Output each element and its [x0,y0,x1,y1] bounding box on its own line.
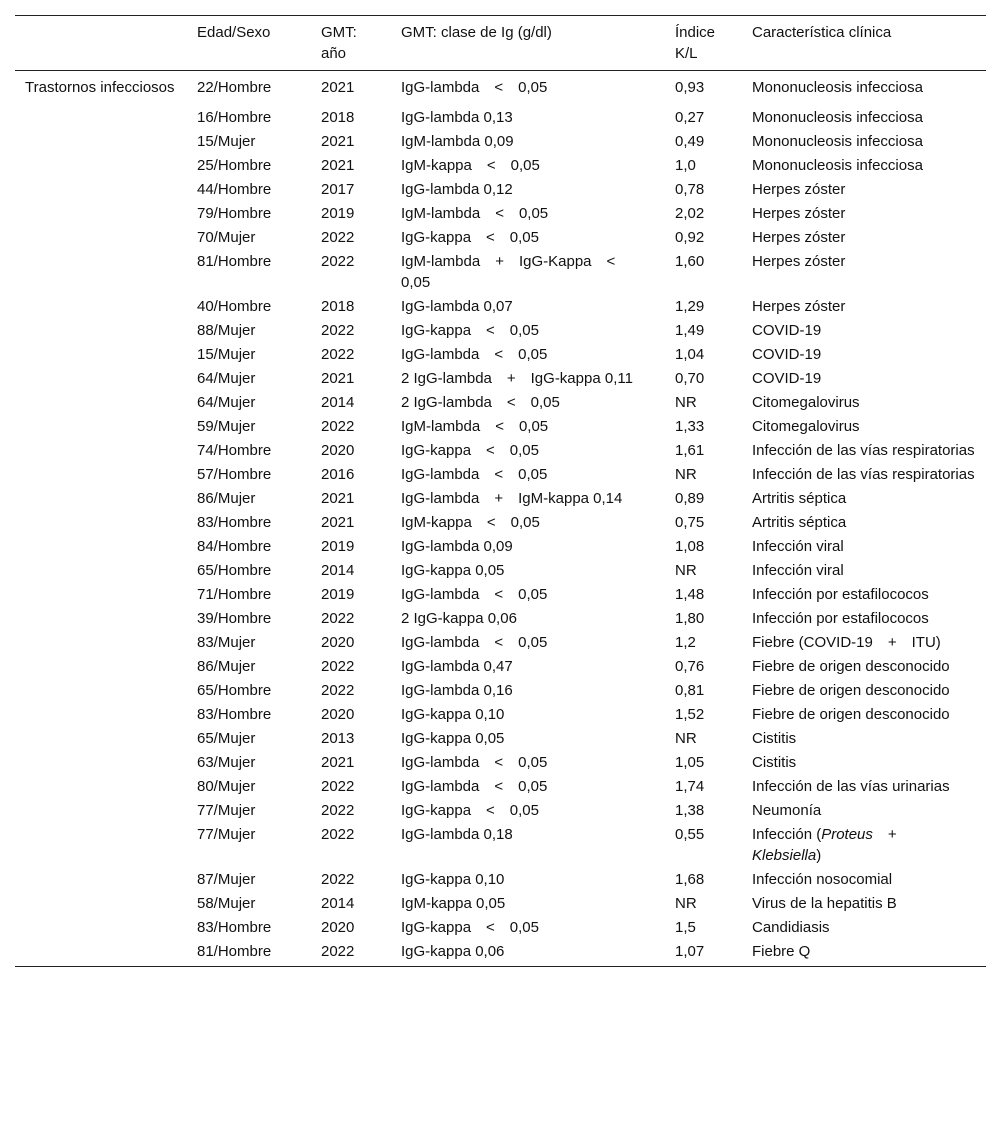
clinical-cell: Artritis séptica [752,514,847,531]
table-row [15,106,986,130]
ig-class-cell: IgG-lambda 0,47 [401,658,513,675]
clinical-text-part: + [872,826,912,843]
ig-class-cell: IgG-lambda < 0,05 [401,79,548,96]
age-sex-cell: 83/Hombre [197,919,272,936]
age-sex-cell: 83/Hombre [197,514,272,531]
year-cell: 2022 [321,871,355,888]
age-sex-cell: 25/Hombre [197,157,272,174]
kl-index-cell: 1,05 [675,754,705,771]
age-sex-cell: 70/Mujer [197,229,256,246]
kl-index-cell: 1,33 [675,418,705,435]
age-sex-cell: 79/Hombre [197,205,272,222]
ig-class-cell: 2 IgG-lambda + IgG-kappa 0,11 [401,370,633,387]
table-row [15,799,986,823]
group-label-cell [15,130,187,154]
table-row [15,130,986,154]
age-sex-cell: 81/Hombre [197,253,272,270]
year-cell: 2021 [321,754,355,771]
group-label-cell [15,655,187,679]
clinical-cell: Mononucleosis infecciosa [752,133,923,150]
clinical-cell: Artritis séptica [752,490,847,507]
group-label-cell [15,892,187,916]
clinical-text-part: ) [816,847,822,864]
kl-index-cell: 0,92 [675,229,705,246]
ig-class-cell: IgG-kappa < 0,05 [401,802,539,819]
table-row [15,202,986,226]
year-cell: 2018 [321,298,355,315]
clinical-cell: COVID-19 [752,322,822,339]
table-row [15,250,986,295]
table-row [15,655,986,679]
group-label-cell: Trastornos infecciosos [25,79,175,96]
kl-index-cell: 0,81 [675,682,705,699]
clinical-cell: Cistitis [752,754,797,771]
kl-index-cell: NR [675,895,697,912]
kl-index-cell: 0,55 [675,826,705,843]
year-cell: 2020 [321,634,355,651]
ig-class-cell: IgM-lambda + IgG-Kappa < 0,05 [401,253,631,291]
table-row [15,607,986,631]
table-row [15,916,986,940]
group-label-cell [15,868,187,892]
kl-index-cell: 1,0 [675,157,696,174]
clinical-cell: Fiebre (COVID-19 + ITU) [752,634,941,651]
kl-index-cell: 0,49 [675,133,705,150]
group-label-cell [15,916,187,940]
header-clinical: Característica clínica [742,16,986,71]
clinical-cell: Neumonía [752,802,822,819]
age-sex-cell: 65/Hombre [197,562,272,579]
clinical-cell: Fiebre de origen desconocido [752,682,950,699]
table-row [15,511,986,535]
clinical-cell: Virus de la hepatitis B [752,895,897,912]
table-row [15,775,986,799]
clinical-cell: COVID-19 [752,370,822,387]
group-label-cell [15,154,187,178]
group-label-cell [15,940,187,967]
clinical-cell: Mononucleosis infecciosa [752,157,923,174]
clinical-text-part: Infección ( [752,826,822,843]
age-sex-cell: 22/Hombre [197,79,272,96]
clinical-cell: Infección nosocomial [752,871,893,888]
year-cell: 2020 [321,919,355,936]
year-cell: 2022 [321,778,355,795]
ig-class-cell: IgG-lambda 0,18 [401,826,513,843]
ig-class-cell: IgG-lambda 0,09 [401,538,513,555]
table-row [15,319,986,343]
kl-index-cell: 1,60 [675,253,705,270]
header-ig-class: GMT: clase de Ig (g/dl) [391,16,665,71]
kl-index-cell: 1,49 [675,322,705,339]
age-sex-cell: 57/Hombre [197,466,272,483]
table-row [15,868,986,892]
kl-index-cell: 1,5 [675,919,696,936]
table-row [15,439,986,463]
group-label-cell [15,202,187,226]
age-sex-cell: 65/Mujer [197,730,256,747]
ig-class-cell: IgG-lambda < 0,05 [401,586,548,603]
table-row [15,71,986,107]
ig-class-cell: IgM-lambda 0,09 [401,133,514,150]
year-cell: 2021 [321,79,355,96]
kl-index-cell: 0,76 [675,658,705,675]
year-cell: 2017 [321,181,355,198]
ig-class-cell: IgM-kappa < 0,05 [401,157,540,174]
table-row [15,940,986,967]
group-label-cell [15,343,187,367]
clinical-cell: Herpes zóster [752,298,846,315]
clinical-cell: Infección de las vías urinarias [752,778,950,795]
ig-class-cell: IgG-kappa 0,05 [401,730,505,747]
group-label-cell [15,367,187,391]
year-cell: 2022 [321,826,355,843]
kl-index-cell: 1,07 [665,940,742,967]
table-row [15,487,986,511]
year-cell: 2022 [321,802,355,819]
clinical-cell [742,823,986,868]
year-cell: 2014 [321,562,355,579]
age-sex-cell: 40/Hombre [197,298,272,315]
age-sex-cell: 87/Mujer [197,871,256,888]
kl-index-cell: 1,68 [675,871,705,888]
age-sex-cell: 86/Mujer [197,490,256,507]
age-sex-cell: 71/Hombre [197,586,272,603]
table-row [15,343,986,367]
ig-class-cell: IgG-kappa < 0,05 [401,442,539,459]
ig-class-cell: IgG-lambda < 0,05 [401,466,548,483]
header-kl-index: Índice K/L [665,16,742,71]
kl-index-cell: 0,75 [675,514,705,531]
year-cell: 2022 [321,322,355,339]
group-label-cell [15,559,187,583]
table-row [15,751,986,775]
kl-index-cell: 0,27 [675,109,705,126]
clinical-cell: Citomegalovirus [752,418,860,435]
infectious-disorders-table [15,15,986,967]
clinical-cell: Fiebre de origen desconocido [752,706,950,723]
year-cell: 2014 [321,895,355,912]
kl-index-cell: 0,70 [675,370,705,387]
table-row [15,892,986,916]
ig-class-cell: IgG-lambda < 0,05 [401,634,548,651]
year-cell: 2019 [321,538,355,555]
kl-index-cell: 1,80 [675,610,705,627]
ig-class-cell: IgG-lambda < 0,05 [401,754,548,771]
table-row [15,559,986,583]
kl-index-cell: NR [675,562,697,579]
table-row [15,367,986,391]
age-sex-cell: 15/Mujer [197,346,256,363]
clinical-cell: Infección de las vías respiratorias [752,442,975,459]
clinical-cell: Infección de las vías respiratorias [752,466,975,483]
group-label-cell [15,607,187,631]
table-row [15,679,986,703]
year-cell: 2022 [321,346,355,363]
age-sex-cell: 64/Mujer [197,370,256,387]
group-label-cell [15,679,187,703]
year-cell: 2014 [321,394,355,411]
group-label-cell [15,799,187,823]
kl-index-cell: 1,04 [675,346,705,363]
clinical-cell: Fiebre Q [742,940,986,967]
kl-index-cell: NR [675,730,697,747]
table-row [15,295,986,319]
kl-index-cell: NR [675,394,697,411]
age-sex-cell: 80/Mujer [197,778,256,795]
ig-class-cell: IgG-lambda 0,12 [401,181,513,198]
header-age-sex: Edad/Sexo [187,16,311,71]
age-sex-cell: 63/Mujer [197,754,256,771]
year-cell: 2022 [321,229,355,246]
table-row [15,391,986,415]
kl-index-cell: 2,02 [675,205,705,222]
table-row [15,226,986,250]
ig-class-cell: IgG-kappa 0,06 [391,940,665,967]
group-label-cell [15,250,187,295]
clinical-cell: Herpes zóster [752,181,846,198]
age-sex-cell: 44/Hombre [197,181,272,198]
year-cell: 2022 [321,658,355,675]
age-sex-cell: 74/Hombre [197,442,272,459]
ig-class-cell: IgM-kappa < 0,05 [401,514,540,531]
group-label-cell [15,439,187,463]
table-row [15,583,986,607]
clinical-cell: Cistitis [752,730,797,747]
clinical-cell: Infección por estafilococos [752,586,929,603]
ig-class-cell: IgG-lambda 0,16 [401,682,513,699]
age-sex-cell: 58/Mujer [197,895,256,912]
clinical-text-part: Proteus [821,826,873,843]
table-row [15,535,986,559]
year-cell: 2018 [321,109,355,126]
year-cell: 2020 [321,706,355,723]
age-sex-cell: 39/Hombre [197,610,272,627]
age-sex-cell: 84/Hombre [197,538,272,555]
year-cell: 2022 [321,682,355,699]
ig-class-cell: IgM-kappa 0,05 [401,895,506,912]
age-sex-cell: 16/Hombre [197,109,272,126]
group-label-cell [15,463,187,487]
group-label-cell [15,631,187,655]
year-cell: 2022 [321,610,355,627]
clinical-cell: Mononucleosis infecciosa [752,109,923,126]
ig-class-cell: 2 IgG-kappa 0,06 [401,610,517,627]
group-label-cell [15,106,187,130]
year-cell: 2021 [321,370,355,387]
kl-index-cell: 1,2 [675,634,696,651]
ig-class-cell: IgG-lambda 0,13 [401,109,513,126]
year-cell: 2022 [321,253,355,270]
age-sex-cell: 15/Mujer [197,133,256,150]
age-sex-cell: 77/Mujer [197,826,256,843]
kl-index-cell: 1,52 [675,706,705,723]
group-label-cell [15,823,187,868]
age-sex-cell: 88/Mujer [197,322,256,339]
clinical-cell: Infección viral [752,562,844,579]
group-label-cell [15,535,187,559]
kl-index-cell: 1,48 [675,586,705,603]
header-category [15,16,187,71]
table-row [15,154,986,178]
group-label-cell [15,775,187,799]
ig-class-cell: IgG-lambda < 0,05 [401,778,548,795]
ig-class-cell: IgG-lambda + IgM-kappa 0,14 [401,490,623,507]
ig-class-cell: 2 IgG-lambda < 0,05 [401,394,560,411]
group-label-cell [15,703,187,727]
ig-class-cell: IgM-lambda < 0,05 [401,205,549,222]
age-sex-cell: 65/Hombre [197,682,272,699]
group-label-cell [15,583,187,607]
age-sex-cell: 64/Mujer [197,394,256,411]
year-cell: 2019 [321,205,355,222]
header-row [15,16,986,71]
ig-class-cell: IgM-lambda < 0,05 [401,418,549,435]
kl-index-cell: NR [675,466,697,483]
header-year: GMT: año [311,16,391,71]
year-cell: 2021 [321,490,355,507]
year-cell: 2019 [321,586,355,603]
kl-index-cell: 1,61 [675,442,705,459]
group-label-cell [15,487,187,511]
ig-class-cell: IgG-lambda < 0,05 [401,346,548,363]
ig-class-cell: IgG-kappa < 0,05 [401,322,539,339]
ig-class-cell: IgG-lambda 0,07 [401,298,513,315]
age-sex-cell: 83/Hombre [197,706,272,723]
ig-class-cell: IgG-kappa 0,10 [401,871,505,888]
kl-index-cell: 1,38 [675,802,705,819]
clinical-cell: Mononucleosis infecciosa [752,79,923,96]
group-label-cell [15,295,187,319]
year-cell: 2020 [321,442,355,459]
clinical-cell: Candidiasis [752,919,830,936]
table-row [15,727,986,751]
kl-index-cell: 0,78 [675,181,705,198]
clinical-cell: Herpes zóster [752,253,846,270]
age-sex-cell: 86/Mujer [197,658,256,675]
table-row [15,463,986,487]
year-cell: 2022 [321,418,355,435]
group-label-cell [15,319,187,343]
table-row [15,631,986,655]
kl-index-cell: 1,08 [675,538,705,555]
group-label-cell [15,727,187,751]
table-row [15,178,986,202]
year-cell: 2022 [311,940,391,967]
ig-class-cell: IgG-kappa 0,10 [401,706,505,723]
kl-index-cell: 1,74 [675,778,705,795]
kl-index-cell: 0,89 [675,490,705,507]
ig-class-cell: IgG-kappa < 0,05 [401,919,539,936]
age-sex-cell: 81/Hombre [187,940,311,967]
group-label-cell [15,751,187,775]
ig-class-cell: IgG-kappa < 0,05 [401,229,539,246]
clinical-cell: Fiebre de origen desconocido [752,658,950,675]
clinical-cell: Infección por estafilococos [752,610,929,627]
clinical-cell: Herpes zóster [752,205,846,222]
year-cell: 2013 [321,730,355,747]
kl-index-cell: 0,93 [675,79,705,96]
group-label-cell [15,391,187,415]
clinical-cell: Citomegalovirus [752,394,860,411]
year-cell: 2021 [321,133,355,150]
year-cell: 2021 [321,514,355,531]
kl-index-cell: 1,29 [675,298,705,315]
group-label-cell [15,511,187,535]
age-sex-cell: 83/Mujer [197,634,256,651]
clinical-cell: Herpes zóster [752,229,846,246]
group-label-cell [15,415,187,439]
clinical-cell: COVID-19 [752,346,822,363]
age-sex-cell: 77/Mujer [197,802,256,819]
table-row [15,823,986,868]
table-row [15,415,986,439]
group-label-cell [15,226,187,250]
clinical-text-part: Klebsiella [752,847,817,864]
clinical-cell: Infección viral [752,538,844,555]
age-sex-cell: 59/Mujer [197,418,256,435]
year-cell: 2016 [321,466,355,483]
year-cell: 2021 [321,157,355,174]
ig-class-cell: IgG-kappa 0,05 [401,562,505,579]
table-row [15,703,986,727]
group-label-cell [15,178,187,202]
